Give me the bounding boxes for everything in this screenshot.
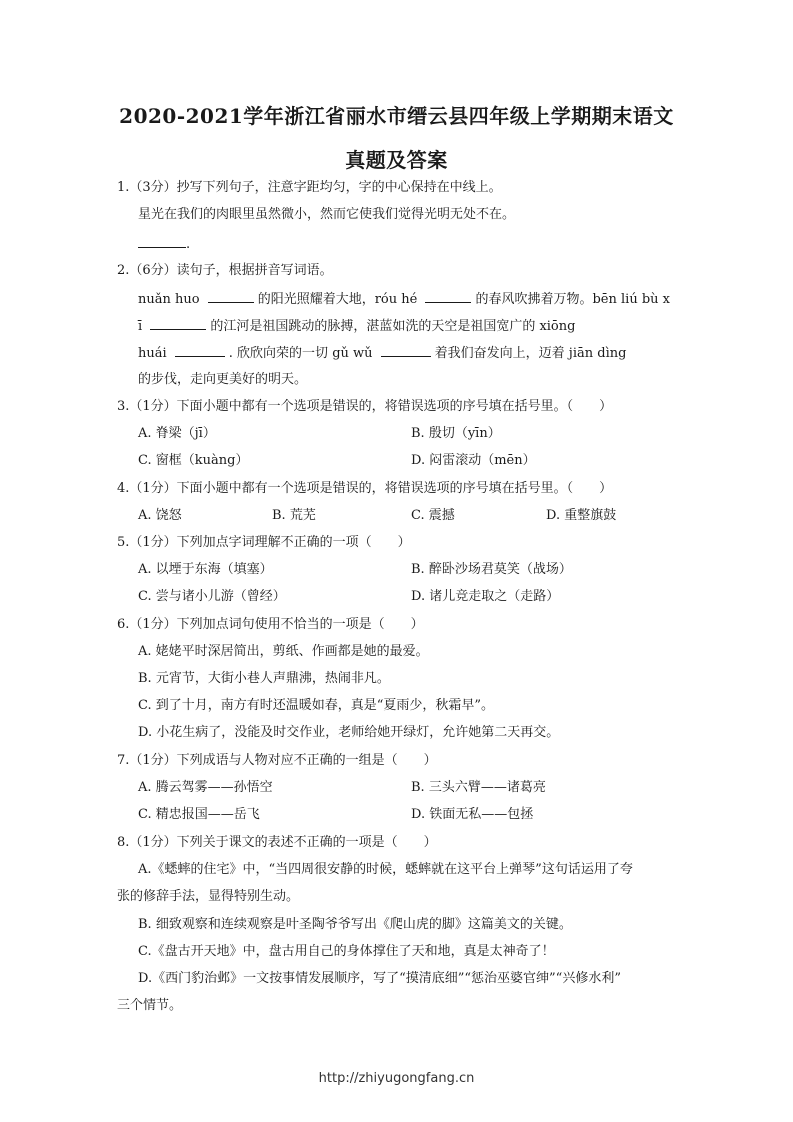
q4-option-a: A. 饶怒 bbox=[138, 508, 182, 523]
q6-stem: 6.（1分）下列加点词句使用不恰当的一项是（ ） bbox=[117, 617, 424, 632]
q2-text-3: 的江河是祖国跳动的脉搏，湛蓝如洗的天空是祖国宽广的 xiōng bbox=[210, 319, 576, 334]
q8-option-d-line2: 三个情节。 bbox=[117, 998, 183, 1013]
q8-option-a-line2: 张的修辞手法，显得特别生动。 bbox=[117, 889, 300, 904]
q5-stem: 5.（1分）下列加点字词理解不正确的一项（ ） bbox=[117, 535, 411, 550]
q4-option-b: B. 荒芜 bbox=[272, 508, 316, 523]
q1-answer-end: . bbox=[186, 237, 191, 252]
q5-option-c: C. 尝与诸小儿游（曾经） bbox=[138, 589, 286, 604]
q5-option-d: D. 诸儿竞走取之（走路） bbox=[411, 589, 560, 604]
q3-option-b: B. 殷切（yīn） bbox=[411, 426, 501, 441]
q1-sentence: 星光在我们的肉眼里虽然微小，然而它使我们觉得光明无处不在。 bbox=[138, 207, 516, 222]
q2-text-2: 的春风吹拂着万物。bēn liú bù x bbox=[475, 292, 670, 307]
q7-option-d: D. 铁面无私——包拯 bbox=[411, 807, 534, 822]
q2-blank-3 bbox=[150, 316, 206, 330]
q7-option-b: B. 三头六臂——诸葛亮 bbox=[411, 780, 546, 795]
q8-option-d-line1: D.《西门豹治邺》一文按事情发展顺序，写了“摸清底细”“惩治巫婆官绅”“兴修水利” bbox=[138, 971, 621, 986]
q1-answer-blank bbox=[138, 234, 186, 248]
footer-url[interactable]: http://zhiyugongfang.cn bbox=[318, 1071, 475, 1086]
q2-blank-1 bbox=[208, 289, 254, 303]
q2-line2 bbox=[138, 316, 575, 336]
doc-title-line2: 真题及答案 bbox=[345, 148, 448, 172]
doc-title-line1: 2020-2021学年浙江省丽水市缙云县四年级上学期期末语文 bbox=[119, 104, 674, 128]
q2-pinyin-nuanhuo: nuǎn huo bbox=[138, 292, 200, 307]
q6-option-d: D. 小花生病了，没能及时交作业，老师给她开绿灯，允许她第二天再交。 bbox=[138, 725, 560, 740]
q3-option-c: C. 窗框（kuàng） bbox=[138, 453, 249, 468]
q1-stem: 1.（3分）抄写下列句子，注意字距均匀，字的中心保持在中线上。 bbox=[117, 180, 502, 195]
q2-blank-5 bbox=[381, 343, 431, 357]
q8-option-c: C.《盘古开天地》中，盘古用自己的身体撑住了天和地，真是太神奇了！ bbox=[138, 944, 555, 959]
q6-option-a: A. 姥姥平时深居简出，剪纸、作画都是她的最爱。 bbox=[138, 644, 429, 659]
q4-option-c: C. 震撼 bbox=[411, 508, 455, 523]
q6-option-c: C. 到了十月，南方有时还温暖如春，真是“夏雨少，秋霜早”。 bbox=[138, 698, 495, 713]
q4-option-d: D. 重整旗鼓 bbox=[546, 508, 617, 523]
q4-stem: 4.（1分）下面小题中都有一个选项是错误的，将错误选项的序号填在括号里。（ ） bbox=[117, 481, 613, 496]
q6-option-b: B. 元宵节，大街小巷人声鼎沸，热闹非凡。 bbox=[138, 671, 390, 686]
q5-option-b: B. 醉卧沙场君莫笑（战场） bbox=[411, 562, 572, 577]
q2-pinyin-i: ī bbox=[138, 319, 143, 334]
q2-line3 bbox=[138, 343, 626, 363]
q2-text-5: 着我们奋发向上，迈着 jiān dìng bbox=[434, 346, 627, 361]
q2-blank-4 bbox=[175, 343, 225, 357]
q2-text-4: . 欣欣向荣的一切 gǔ wǔ bbox=[228, 346, 373, 361]
q7-stem: 7.（1分）下列成语与人物对应不正确的一组是（ ） bbox=[117, 753, 437, 768]
q3-option-d: D. 闷雷滚动（mēn） bbox=[411, 453, 536, 468]
q2-text-1: 的阳光照耀着大地，róu hé bbox=[257, 292, 418, 307]
q2-line1 bbox=[138, 289, 670, 309]
q8-option-a-line1: A.《蟋蟀的住宅》中，“当四周很安静的时候，蟋蟀就在这平台上弹琴”这句话运用了夸 bbox=[138, 862, 633, 877]
q2-line4: 的步伐，走向更美好的明天。 bbox=[138, 372, 308, 387]
q3-option-a: A. 脊梁（jī） bbox=[138, 426, 216, 441]
q8-stem: 8.（1分）下列关于课文的表述不正确的一项是（ ） bbox=[117, 835, 437, 850]
q8-option-b: B. 细致观察和连续观察是叶圣陶爷爷写出《爬山虎的脚》这篇美文的关键。 bbox=[138, 917, 572, 932]
q2-stem: 2.（6分）读句子，根据拼音写词语。 bbox=[117, 263, 333, 278]
q2-blank-2 bbox=[425, 289, 471, 303]
q7-option-a: A. 腾云驾雾——孙悟空 bbox=[138, 780, 273, 795]
q1-answer-line bbox=[138, 234, 190, 254]
q7-option-c: C. 精忠报国——岳飞 bbox=[138, 807, 260, 822]
q3-stem: 3.（1分）下面小题中都有一个选项是错误的，将错误选项的序号填在括号里。（ ） bbox=[117, 399, 613, 414]
q5-option-a: A. 以堙于东海（填塞） bbox=[138, 562, 273, 577]
q2-pinyin-huai: huái bbox=[138, 346, 167, 361]
